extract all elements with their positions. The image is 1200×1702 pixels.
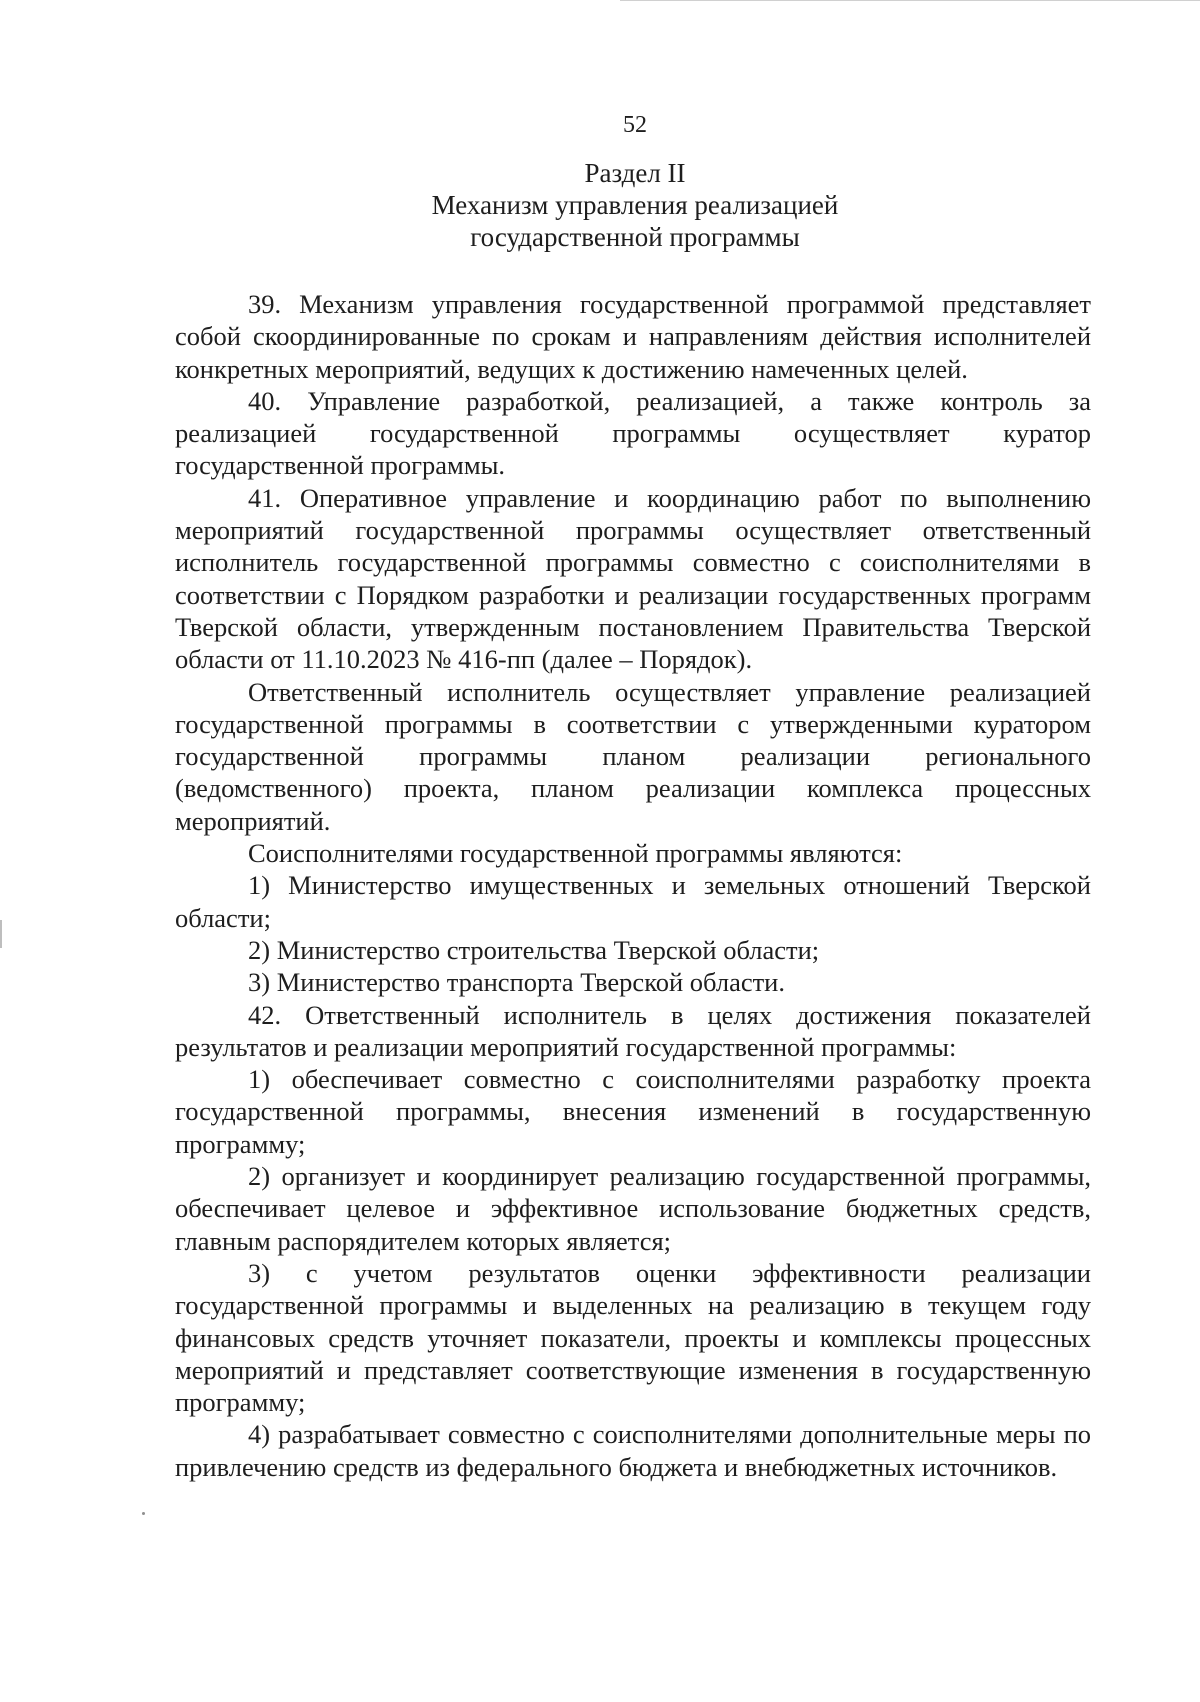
list-item-duty-1: 1) обеспечивает совместно с соисполнителями разработку проекта государственной программы, внесения изменений в государственную программу;: [175, 1064, 1091, 1159]
list-item-duty-4: 4) разрабатывает совместно с соисполнителями дополнительные меры по привлечению средств из федерального бюджета и внебюджетных источников.: [175, 1419, 1091, 1482]
paragraph-co-executors-intro: Соисполнителями государственной программы являются:: [248, 838, 903, 869]
paragraph-39: 39. Механизм управления государственной программой представляет собой скоординированные по срокам и направлениям действия исполнителей конкретных мероприятий, ведущих к достижению намеченных целей.: [175, 289, 1091, 384]
document-body: [175, 288, 1091, 1483]
scan-mark-dot: [142, 1512, 145, 1515]
list-item-co-executor-2: 2) Министерство строительства Тверской области;: [248, 934, 820, 965]
scan-mark-top-line: [620, 0, 1200, 1]
paragraph-responsible-executor: Ответственный исполнитель осуществляет управление реализацией государственной программы в соответствии с утвержденными куратором государственной программы планом реализации регионального (ведомственного) проекта, планом реализации комплекса процессных мероприятий.: [175, 676, 1091, 836]
list-item-duty-2: 2) организует и координирует реализацию государственной программы, обеспечивает целевое и эффективное использование бюджетных средств, главным распорядителем которых является;: [175, 1161, 1091, 1256]
list-item-co-executor-1: 1) Министерство имущественных и земельных отношений Тверской области;: [175, 870, 1091, 933]
scan-mark-left-edge: [0, 920, 2, 948]
paragraph-40: 40. Управление разработкой, реализацией, а также контроль за реализацией государственной программы осуществляет куратор государственной программы.: [175, 385, 1091, 481]
list-item-co-executor-3: 3) Министерство транспорта Тверской области.: [248, 967, 785, 998]
section-title-line-1: Механизм управления реализацией: [431, 190, 839, 220]
section-heading: Раздел II: [584, 158, 686, 188]
list-item-duty-3: 3) с учетом результатов оценки эффективности реализации государственной программы и выделенных на реализацию в текущем году финансовых средств уточняет показатели, проекты и комплексы процессных мероприятий и представляет соответствующие изменения в государственную программу;: [175, 1257, 1091, 1418]
paragraph-41: 41. Оперативное управление и координацию работ по выполнению мероприятий государственной программы осуществляет ответственный исполнитель государственной программы совместно с соисполнителями в соответствии с Порядком разработки и реализации государственных программ Тверской области, утвержденным постановлением Правительства Тверской области от 11.10.2023 № 416-пп (далее – Порядок).: [175, 482, 1091, 675]
page-number: 52: [623, 112, 647, 138]
paragraph-42: 42. Ответственный исполнитель в целях достижения показателей результатов и реализации мероприятий государственной программы:: [175, 999, 1091, 1062]
section-title-line-2: государственной программы: [470, 222, 800, 252]
